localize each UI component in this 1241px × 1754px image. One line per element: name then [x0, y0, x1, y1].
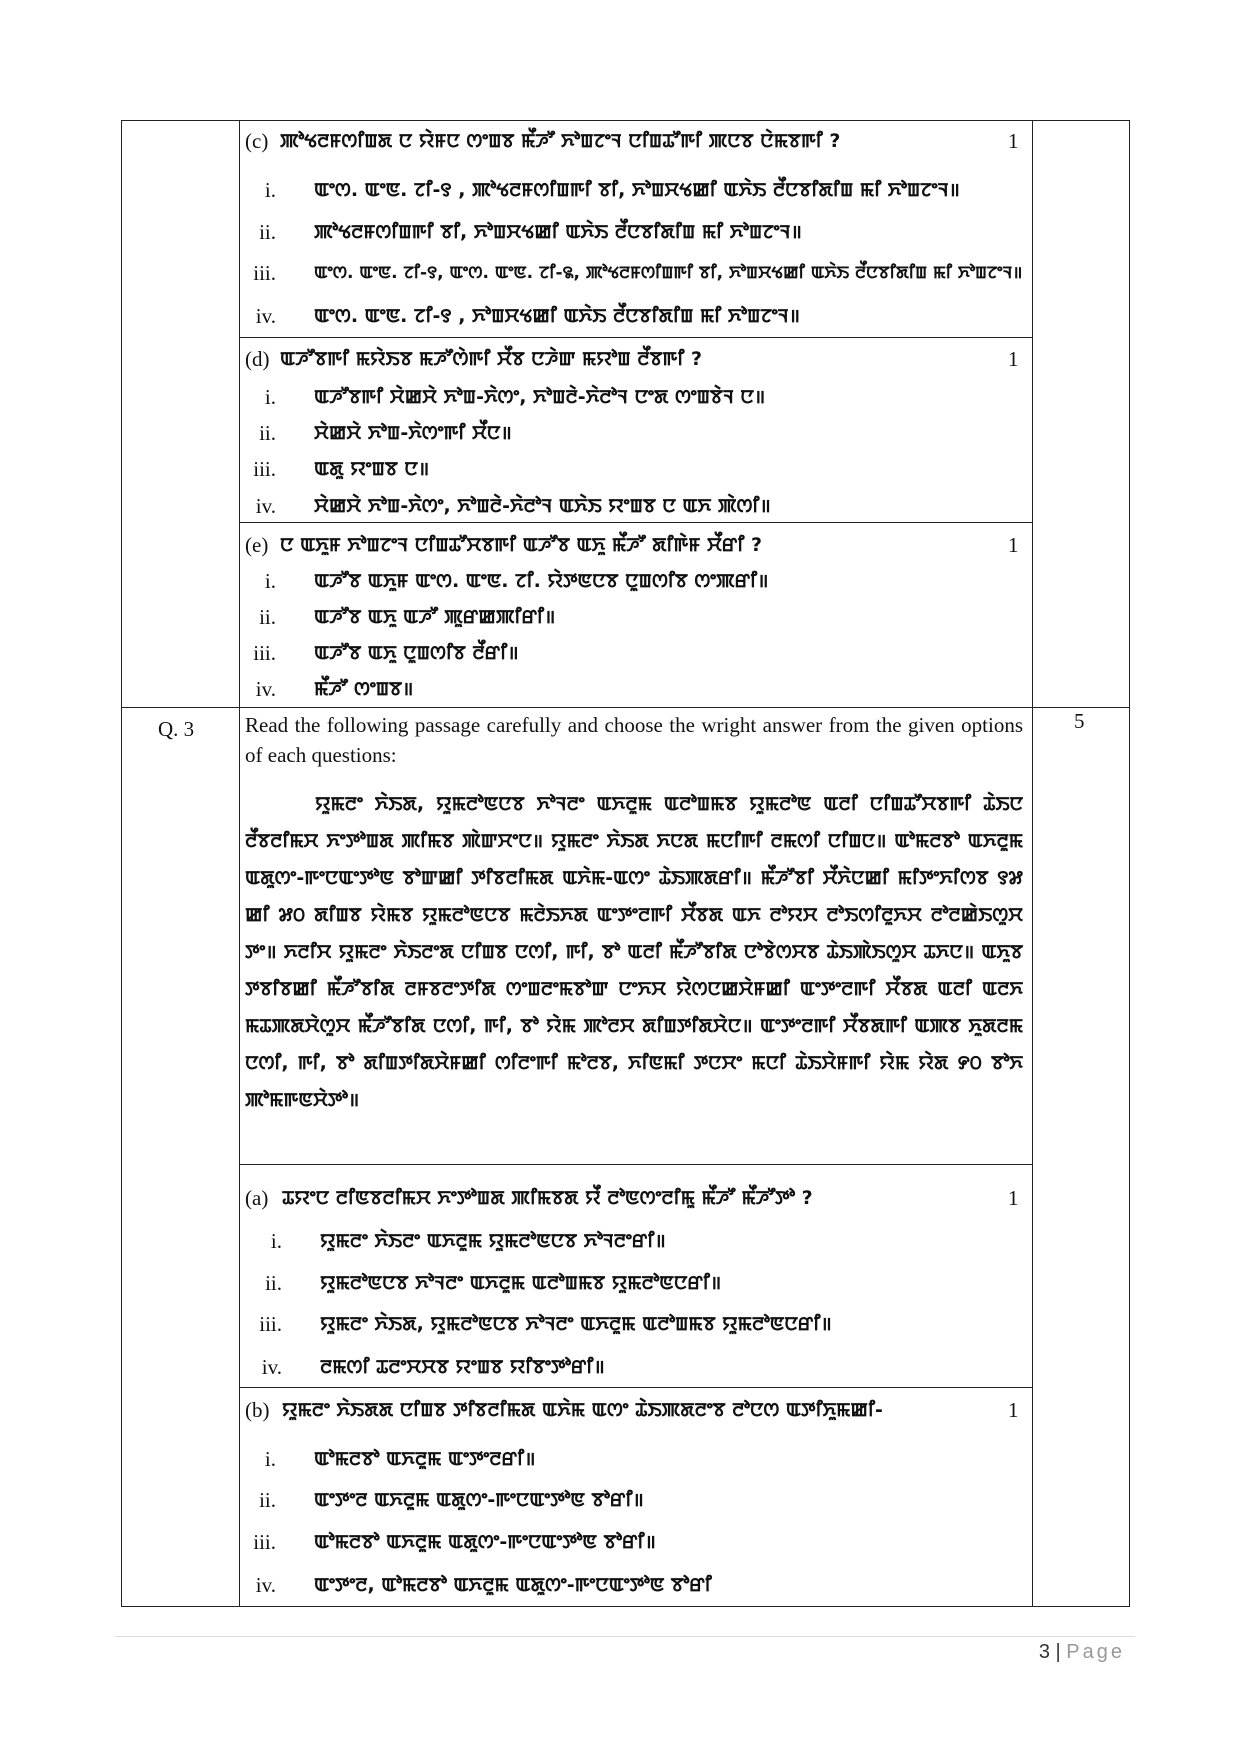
question-text: ꯑꯍꯧꯕꯒꯤ ꯃꯌꯥꯏꯕ ꯃꯍꯧꯁꯥꯒꯤ ꯆꯩꯕ ꯅꯍꯥꯛ ꯃꯌꯣꯡ ꯂꯩꯕꯒꯤ ? — [280, 348, 702, 370]
question-text: ꯊꯌꯦꯅ ꯂꯤꯟꯕꯂꯤꯃꯆ ꯈꯦꯇꯣꯡꯗ ꯄꯤꯃꯕꯗ ꯌꯩ ꯂꯣꯟꯁꯦꯂꯤꯃꯨ ꯃꯩꯍꯧ ꯃꯩꯍꯧꯇꯣ ? — [282, 1187, 813, 1209]
question-text: ꯅ ꯑꯈꯨꯝ ꯈꯣꯡꯖꯦꯜ ꯅꯤꯡꯊꯧꯆꯕꯒꯤ ꯑꯍꯧꯕ ꯑꯈꯨ ꯃꯩꯍꯧ ꯗꯤꯒꯥꯝ ꯆꯩꯔꯤ ? — [280, 534, 762, 556]
row-divider — [239, 522, 1033, 523]
option-text: ꯑꯦꯇꯦꯂ, ꯑꯣꯃꯂꯕꯣ ꯑꯈꯂꯨꯃ ꯑꯗꯨꯁꯦ-ꯒꯦꯅꯑꯦꯇꯣꯟ ꯕꯣꯔꯤ — [314, 1574, 712, 1596]
option-text: ꯑꯣꯃꯂꯕꯣ ꯑꯈꯂꯨꯃ ꯑꯦꯇꯦꯂꯔꯤ॥ — [314, 1448, 536, 1470]
option-text: ꯑꯗꯨ ꯌꯦꯡꯕ ꯅ॥ — [314, 458, 430, 480]
option-number: i. — [264, 1447, 276, 1471]
option-text: ꯄꯣꯠꯂꯝꯁꯤꯡꯒꯤ ꯕꯤ, ꯈꯣꯡꯆꯠꯀꯤ ꯑꯈꯥꯏ ꯂꯩꯅꯕꯤꯗꯤꯡ ꯃꯤ ꯈꯣꯡꯖꯦꯜ॥ — [314, 221, 802, 243]
option-number: i. — [264, 569, 276, 593]
question-mark: 1 — [1008, 129, 1019, 153]
option-text: ꯑꯍꯧꯕꯒꯤ ꯆꯥꯀꯆꯥ ꯈꯣꯡ-ꯈꯥꯁꯦ, ꯈꯣꯡꯂꯥ-ꯈꯥꯂꯣꯜ ꯅꯦꯗ ꯁꯦꯡꯕꯥꯜ ꯅ॥ — [314, 386, 766, 408]
option-number: iii. — [253, 641, 276, 665]
option-number: ii. — [259, 1488, 276, 1512]
table-right-border — [1129, 120, 1130, 1607]
question-mark: 1 — [1008, 1186, 1019, 1210]
option-text: ꯌꯨꯃꯂꯣꯟꯅꯕ ꯈꯣꯜꯂꯦ ꯑꯈꯂꯨꯃ ꯑꯂꯣꯡꯃꯕ ꯌꯨꯃꯂꯣꯟꯅꯔꯤ॥ — [320, 1272, 722, 1294]
row-divider — [239, 1387, 1033, 1388]
option-number: ii. — [259, 220, 276, 244]
option-text: ꯆꯥꯀꯆꯥ ꯈꯣꯡ-ꯈꯥꯁꯦ, ꯈꯣꯡꯂꯥ-ꯈꯥꯂꯣꯜ ꯑꯈꯥꯏ ꯌꯦꯡꯕ ꯅ ꯑꯈ ꯄꯥꯁꯤ॥ — [314, 495, 771, 517]
option-text: ꯑꯍꯧꯕ ꯑꯈꯨꯝ ꯑꯦꯁ. ꯑꯦꯟ. ꯖꯤ. ꯌꯥꯇꯟꯅꯕ ꯅꯨꯡꯁꯤꯕ ꯁꯦꯄꯔꯤ॥ — [314, 570, 769, 592]
table-top-border — [121, 120, 1130, 121]
option-text: ꯑꯍꯧꯕ ꯑꯈꯨ ꯅꯨꯡꯁꯤꯕ ꯂꯩꯔꯤ॥ — [314, 642, 519, 664]
table-left-border — [121, 120, 122, 1607]
option-number: i. — [264, 385, 276, 409]
question-mark: 1 — [1008, 1398, 1019, 1422]
question-label: (b) — [245, 1398, 270, 1422]
page-number-footer — [1039, 1641, 1125, 1664]
row-divider — [121, 707, 1130, 708]
question-mark: 1 — [1008, 347, 1019, 371]
page-number: 3 — [1038, 1641, 1050, 1663]
option-number: iv. — [255, 304, 276, 328]
question-text: ꯄꯣꯠꯂꯝꯁꯤꯡꯗ ꯅ ꯌꯥꯝꯅ ꯁꯦꯡꯕ ꯃꯩꯍꯧ ꯈꯣꯡꯖꯦꯜ ꯅꯤꯡꯊꯧꯒꯤ ꯄꯅꯕ ꯅꯥꯃꯕꯒꯤ ? — [280, 130, 841, 152]
option-number: i. — [264, 178, 276, 202]
question-label: (d) — [245, 347, 270, 371]
question-label: (e) — [245, 533, 269, 557]
option-text: ꯆꯥꯀꯆꯥ ꯈꯣꯡ-ꯈꯥꯁꯦꯒꯤ ꯆꯩꯅ॥ — [314, 422, 512, 444]
question-label: (a) — [245, 1186, 269, 1210]
option-number: iv. — [255, 677, 276, 701]
option-number: iii. — [253, 1530, 276, 1554]
option-number: ii. — [259, 605, 276, 629]
option-text: ꯑꯍꯧꯕ ꯑꯈꯨ ꯑꯍꯧ ꯄꯨꯔꯀꯄꯤꯔꯤ॥ — [314, 606, 556, 628]
option-text: ꯃꯩꯍꯧ ꯁꯦꯡꯕ॥ — [314, 678, 414, 700]
footer-divider — [115, 1636, 1135, 1637]
option-text: ꯂꯃꯁꯤ ꯊꯂꯦꯆꯆꯕ ꯌꯦꯡꯕ ꯌꯤꯕꯦꯇꯣꯔꯤ॥ — [320, 1356, 605, 1378]
option-text: ꯑꯦꯇꯦꯂ ꯑꯈꯂꯨꯃ ꯑꯗꯨꯁꯦ-ꯒꯦꯅꯑꯦꯇꯣꯟ ꯕꯣꯔꯤ॥ — [314, 1489, 644, 1511]
option-number: ii. — [265, 1271, 282, 1295]
row-divider — [239, 337, 1033, 338]
option-number: i. — [270, 1229, 282, 1253]
option-number: iv. — [255, 1573, 276, 1597]
page-label: Page — [1066, 1641, 1125, 1663]
question-label: (c) — [245, 129, 269, 153]
row-divider — [239, 1164, 1033, 1165]
option-text: ꯑꯦꯁ. ꯑꯦꯟ. ꯖꯤ-꯱, ꯑꯦꯁ. ꯑꯦꯟ. ꯖꯤ-꯲, ꯄꯣꯠꯂꯝꯁꯤꯡꯒꯤ ꯕꯤ, ꯈꯣꯡꯆꯠꯀꯤ ꯑꯈꯥꯏ ꯂꯩꯅꯕꯤꯗꯤꯡ ꯃꯤ ꯈꯣꯡꯖꯦꯜ॥ — [314, 263, 1023, 283]
question-marks: 5 — [1074, 709, 1085, 733]
option-number: ii. — [259, 421, 276, 445]
option-number: iv. — [255, 494, 276, 518]
option-text: ꯌꯨꯃꯂꯦ ꯈꯥꯏꯂꯦ ꯑꯈꯂꯨꯃ ꯌꯨꯃꯂꯣꯟꯅꯕ ꯈꯣꯜꯂꯦꯔꯤ॥ — [320, 1230, 666, 1252]
option-number: iv. — [261, 1355, 282, 1379]
question-number: Q. 3 — [158, 717, 195, 741]
question-text: ꯌꯨꯃꯂꯦ ꯈꯥꯏꯗꯗ ꯅꯤꯡꯕ ꯇꯤꯕꯂꯤꯃꯗ ꯑꯈꯥꯃ ꯑꯁꯦ ꯊꯥꯏꯄꯗꯂꯦꯕ ꯂꯣꯅꯁ ꯑꯇꯤꯈꯨꯃꯀꯤ- — [282, 1399, 883, 1421]
option-number: iii. — [253, 261, 276, 285]
instruction-text: Read the following passage carefully and choose the wright answer from the given options of each questions: — [245, 713, 1023, 767]
option-text: ꯑꯦꯁ. ꯑꯦꯟ. ꯖꯤ-꯱ , ꯄꯣꯠꯂꯝꯁꯤꯡꯒꯤ ꯕꯤ, ꯈꯣꯡꯆꯠꯀꯤ ꯑꯈꯥꯏ ꯂꯩꯅꯕꯤꯗꯤꯡ ꯃꯤ ꯈꯣꯡꯖꯦꯜ॥ — [314, 179, 960, 201]
table-bottom-border — [121, 1606, 1130, 1607]
option-text: ꯌꯨꯃꯂꯦ ꯈꯥꯏꯗ, ꯌꯨꯃꯂꯣꯟꯅꯕ ꯈꯣꯜꯂꯦ ꯑꯈꯂꯨꯃ ꯑꯂꯣꯡꯃꯕ ꯌꯨꯃꯂꯣꯟꯅꯔꯤ॥ — [320, 1313, 832, 1335]
table-col-divider — [239, 120, 240, 1607]
option-number: iii. — [259, 1312, 282, 1336]
option-text: ꯑꯣꯃꯂꯕꯣ ꯑꯈꯂꯨꯃ ꯑꯗꯨꯁꯦ-ꯒꯦꯅꯑꯦꯇꯣꯟ ꯕꯣꯔꯤ॥ — [314, 1531, 656, 1553]
page-separator: | — [1055, 1641, 1061, 1663]
question-mark: 1 — [1008, 533, 1019, 557]
option-text: ꯑꯦꯁ. ꯑꯦꯟ. ꯖꯤ-꯱ , ꯈꯣꯡꯆꯠꯀꯤ ꯑꯈꯥꯏ ꯂꯩꯅꯕꯤꯗꯤꯡ ꯃꯤ ꯈꯣꯡꯖꯦꯜ॥ — [314, 305, 800, 327]
table-col-divider — [1032, 120, 1033, 1607]
passage-text: ꯌꯨꯃꯂꯦ ꯈꯥꯏꯗ, ꯌꯨꯃꯂꯣꯟꯅꯕ ꯈꯣꯜꯂꯦ ꯑꯈꯂꯨꯃ ꯑꯂꯣꯡꯃꯕ ꯌꯨꯃꯂꯣꯟ ꯑꯂꯤ ꯅꯤꯡꯊꯧꯆꯕꯒꯤ ꯊꯥꯏꯅ ꯂꯩꯕꯂꯤꯃꯆ ꯈꯦꯇꯣꯡꯗ ꯄꯤꯃꯕ ꯄꯥꯛꯆꯦꯅ॥ ꯌꯨꯃꯂꯦ ꯈꯥꯏꯗ ꯈꯅꯗ ꯃꯅꯤꯒꯤ ꯂꯃꯁꯤ ꯅꯤꯡꯅ॥ ꯑꯣꯃꯂꯕꯣ ꯑꯈꯂꯨꯃ ꯑꯗꯨꯁꯦ-ꯒꯦꯅꯑꯦꯇꯣꯟ ꯕꯣꯛꯀꯤ ꯇꯤꯕꯂꯤꯃꯗ ꯑꯈꯥꯃ-ꯑꯁꯦ ꯊꯥꯏꯄꯗꯔꯤ॥ ꯃꯩꯍꯧꯕꯤ ꯆꯩꯈꯥꯅꯀꯤ ꯃꯤꯇꯦꯈꯤꯁꯕ ꯱꯷ ꯀꯤ ꯷꯰ ꯗꯤꯡꯕ ꯌꯥꯃꯕ ꯌꯨꯃꯂꯣꯟꯅꯕ ꯃꯂꯥꯏꯈꯗ ꯑꯦꯇꯦꯂꯒꯤ ꯆꯩꯕꯗ ꯑꯈ ꯂꯣꯌꯆ ꯂꯣꯏꯁꯤꯂꯨꯈꯆ ꯂꯣꯂꯀꯥꯏꯁꯨꯆ ꯇꯦ॥ ꯈꯂꯤꯆ ꯌꯨꯃꯂꯦ ꯈꯥꯏꯂꯦꯗ ꯅꯤꯡꯕ ꯅꯁꯤ, ꯒꯤ, ꯕꯣ ꯑꯂꯤ ꯃꯩꯍꯧꯕꯤꯗ ꯅꯣꯕꯥꯁꯆꯕ ꯊꯥꯏꯄꯥꯏꯁꯨꯆ ꯊꯈꯅ॥ ꯑꯈꯨꯕ ꯇꯕꯤꯕꯀꯤ ꯃꯩꯍꯧꯕꯤꯗ ꯂꯝꯕꯂꯦꯇꯤꯗ ꯁꯦꯡꯂꯦꯃꯕꯣꯛ ꯅꯦꯈꯆ ꯌꯥꯁꯅꯀꯆꯥꯝꯀꯤ ꯑꯦꯇꯦꯂꯒꯤ ꯆꯩꯕꯗ ꯑꯂꯤ ꯑꯂꯈ ꯃꯊꯄꯗꯆꯥꯁꯨꯆ ꯃꯩꯍꯧꯕꯤꯗ ꯅꯁꯤ, ꯒꯤ, ꯕꯣ ꯌꯥꯃ ꯄꯣꯂꯆ ꯗꯤꯡꯇꯤꯗꯆꯥꯅ॥ ꯑꯦꯇꯦꯂꯒꯤ ꯆꯩꯕꯗꯒꯤ ꯑꯄꯕ ꯈꯨꯗꯂꯃ ꯅꯁꯤ, ꯒꯤ, ꯕꯣ ꯗꯤꯡꯇꯤꯗꯆꯥꯝꯀꯤ ꯁꯤꯂꯦꯒꯤ ꯃꯣꯂꯕ, ꯈꯤꯟꯃꯤ ꯇꯅꯆꯦ ꯃꯅꯤ ꯊꯥꯏꯆꯥꯝꯒꯤ ꯌꯥꯃ ꯌꯥꯗ ꯸꯰ ꯕꯣꯈ ꯄꯣꯃꯒꯟꯆꯥꯇꯣ॥ — [245, 793, 1023, 1111]
option-number: iii. — [253, 457, 276, 481]
